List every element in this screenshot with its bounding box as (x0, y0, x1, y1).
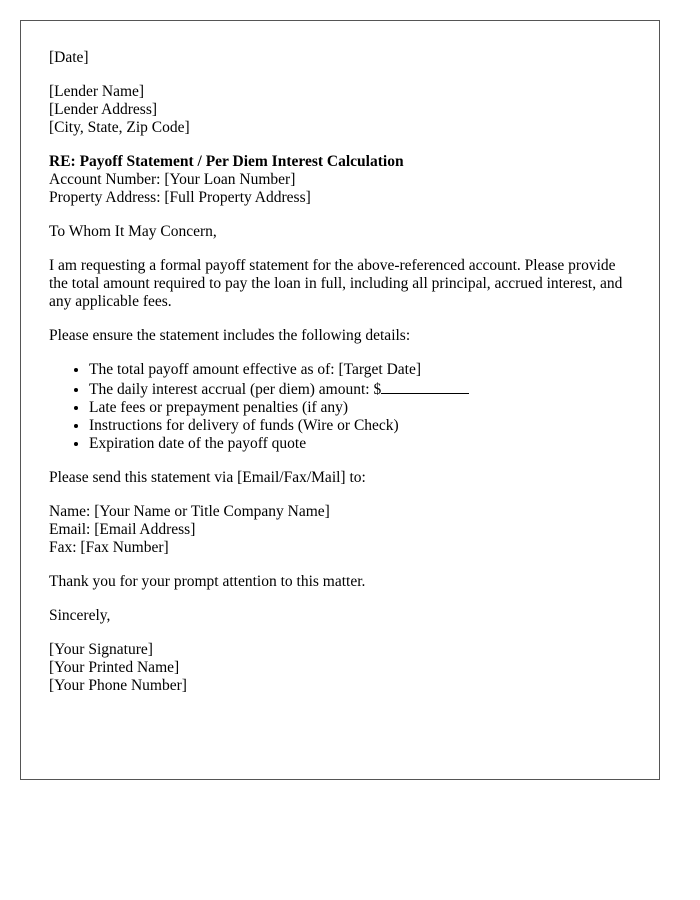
list-item-per-diem (89, 379, 629, 399)
letter-page (20, 20, 660, 780)
re-line: RE: Payoff Statement / Per Diem Interest Calculation (49, 153, 404, 170)
list-item: • Expiration date of the payoff quote (89, 435, 629, 453)
recipient-block (49, 503, 629, 557)
lender-city-state-zip: [City, State, Zip Code] (49, 119, 190, 136)
salutation: To Whom It May Concern, (49, 223, 217, 240)
thanks-line: Thank you for your prompt attention to this matter. (49, 573, 366, 590)
details-intro: Please ensure the statement includes the following details: (49, 327, 411, 344)
date-block (49, 49, 629, 67)
intro-paragraph: I am requesting a formal payoff statement for the above-referenced account. Please provide the total amount required to pay the loan in full, including all principal, accrued interest, and any applicable fees. (49, 257, 623, 310)
lender-address: [Lender Address] (49, 101, 158, 118)
per-diem-text: The daily interest accrual (per diem) amount: $ (89, 381, 382, 398)
letter-body (49, 49, 629, 711)
lender-block (49, 83, 629, 137)
signature-block (49, 641, 629, 695)
recipient-fax: Fax: [Fax Number] (49, 539, 169, 556)
account-number: Account Number: [Your Loan Number] (49, 171, 296, 188)
closing: Sincerely, (49, 607, 111, 624)
phone-number: [Your Phone Number] (49, 677, 187, 694)
details-list (49, 361, 629, 453)
letter-date: [Date] (49, 49, 89, 66)
send-line: Please send this statement via [Email/Fax/Mail] to: (49, 469, 366, 486)
property-address: Property Address: [Full Property Address] (49, 189, 311, 206)
list-item: • Late fees or prepayment penalties (if any) (89, 399, 629, 417)
list-item: • The total payoff amount effective as of: [Target Date] (89, 361, 629, 379)
per-diem-blank (381, 379, 469, 394)
signature-line: [Your Signature] (49, 641, 153, 658)
printed-name: [Your Printed Name] (49, 659, 180, 676)
subject-block (49, 153, 629, 207)
list-item: • Instructions for delivery of funds (Wire or Check) (89, 417, 629, 435)
lender-name: [Lender Name] (49, 83, 145, 100)
recipient-name: Name: [Your Name or Title Company Name] (49, 503, 330, 520)
recipient-email: Email: [Email Address] (49, 521, 196, 538)
